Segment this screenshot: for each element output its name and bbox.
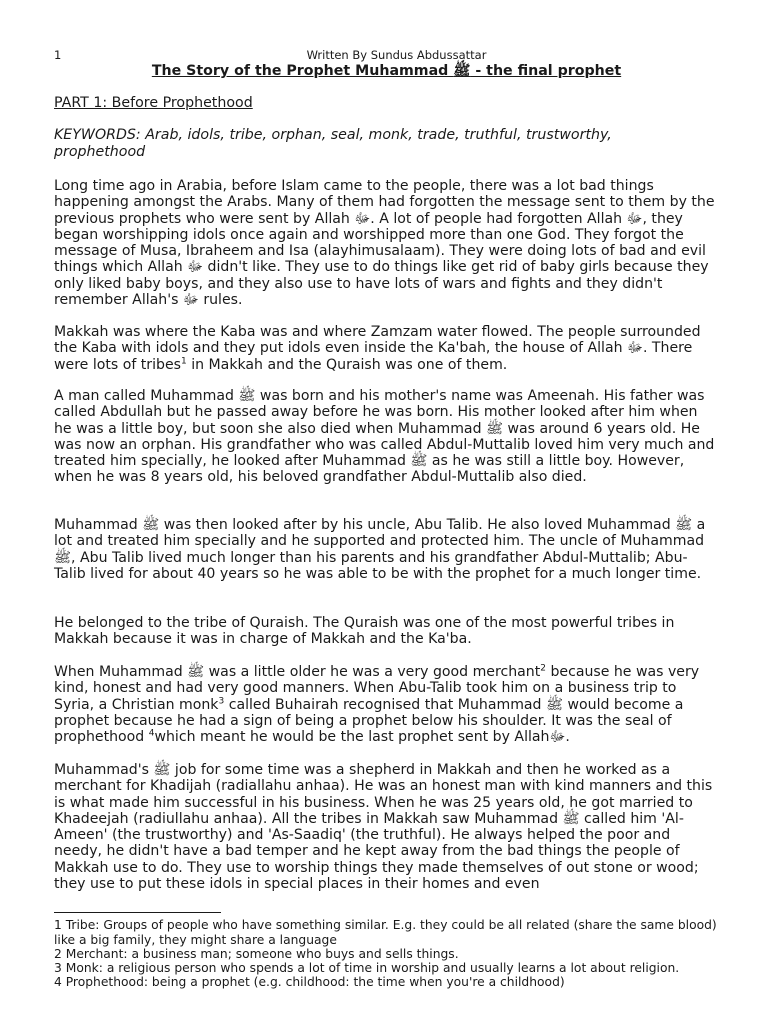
footnote-ref-3: 3 <box>218 695 225 706</box>
footnote-3: 3 Monk: a religious person who spends a lot of time in worship and usually learns a lot about religion. <box>54 961 680 975</box>
footnote-separator <box>54 912 221 913</box>
page-number: 1 <box>54 48 62 62</box>
part-heading: PART 1: Before Prophethood <box>54 95 253 111</box>
footnote-ref-4: 4 <box>148 728 155 739</box>
footnote-ref-2: 2 <box>540 663 546 674</box>
author-line: Written By Sundus Abdussattar <box>306 48 487 62</box>
footnote-ref-1: 1 <box>180 355 187 366</box>
paragraph-intro: Long time ago in Arabia, before Islam came to the people, there was a lot bad things happening amongst the Arabs. Many of them had forgotten the message sent to them by the previous prophets who were sent by Allah ﷻ. A lot of people had forgotten Allah ﷻ, they began worshipping idols once again and worshipped more than one God. They forgot the message of Musa, Ibraheem and Isa (alayhimusalaam). They were doing lots of bad and evil things which Allah ﷻ didn't like. They use to do things like get rid of baby girls because they only liked baby boys, and they also use to have lots of wars and fights and they didn't remember Allah's ﷻ rules. <box>54 178 715 309</box>
paragraph-abu-talib: Muhammad ﷺ was then looked after by his uncle, Abu Talib. He also loved Muhammad ﷺ a lot and treated him specially and he supported and protected him. The uncle of Muhammad ﷺ, Abu Talib lived much longer than his parents and his grandfather Abdul-Muttalib; Abu-Talib lived for about 40 years so he was able to be with the prophet for a much longer time. <box>54 517 706 582</box>
page-title: The Story of the Prophet Muhammad ﷺ - the final prophet <box>151 63 622 79</box>
paragraph-merchant-text-b: because he was very kind, honest and had very good manners. When Abu-Talib took him on a business trip to Syria, a Christian monk <box>54 664 700 713</box>
footnote-1: 1 Tribe: Groups of people who have something similar. E.g. they could be all related (share the same blood) like a big family, they might share a language <box>54 918 717 947</box>
paragraph-birth: A man called Muhammad ﷺ was born and his mother's name was Ameenah. His father was called Abdullah but he passed away before he was born. His mother looked after him when he was a little boy, but soon she also died when Muhammad ﷺ was around 6 years old. He was now an orphan. His grandfather who was called Abdul-Muttalib loved him very much and treated him specially, he looked after Muhammad ﷺ as he was still a little boy. However, when he was 8 years old, his beloved grandfather Abdul-Muttalib also died. <box>54 388 715 486</box>
paragraph-shepherd: Muhammad's ﷺ job for some time was a shepherd in Makkah and then he worked as a merchant for Khadijah (radiallahu anhaa). He was an honest man with kind manners and this is what made him successful in his business. When he was 25 years old, he got married to Khadeejah (radiullahu anhaa). All the tribes in Makkah saw Muhammad ﷺ called him 'Al-Ameen' (the trustworthy) and 'As-Saadiq' (the truthful). He always helped the poor and needy, he didn't have a bad temper and he kept away from the bad things the people of Makkah use to do. They use to worship things they made themselves of out stone or wood; they use to put these idols in special places in their homes and even <box>54 762 713 893</box>
paragraph-merchant <box>54 664 716 745</box>
footnote-2: 2 Merchant: a business man; someone who buys and sells things. <box>54 947 459 961</box>
paragraph-makkah-text-a: Makkah was where the Kaba was and where Zamzam water flowed. The people surrounded the Kaba with idols and they put idols even inside the Ka'bah, the house of Allah ﷻ. There were lots of tribes <box>54 324 701 373</box>
paragraph-makkah <box>54 324 716 373</box>
paragraph-merchant-text-d: which meant he would be the last prophet sent by Allahﷻ. <box>154 729 570 746</box>
paragraph-merchant-text-c: called Buhairah recognised that Muhammad ﷺ would become a prophet because he had a sign of being a prophet below his shoulder. It was the seal of prophethood <box>54 696 684 746</box>
paragraph-quraish: He belonged to the tribe of Quraish. The Quraish was one of the most powerful tribes in Makkah because it was in charge of Makkah and the Ka'ba. <box>54 615 675 648</box>
keywords: KEYWORDS: Arab, idols, tribe, orphan, seal, monk, trade, truthful, trustworthy, prophethood <box>54 127 612 160</box>
footnote-4: 4 Prophethood: being a prophet (e.g. childhood: the time when you're a childhood) <box>54 975 565 989</box>
paragraph-makkah-text-b: in Makkah and the Quraish was one of them. <box>186 356 508 373</box>
paragraph-merchant-text-a: When Muhammad ﷺ was a little older he was a very good merchant <box>54 664 541 680</box>
